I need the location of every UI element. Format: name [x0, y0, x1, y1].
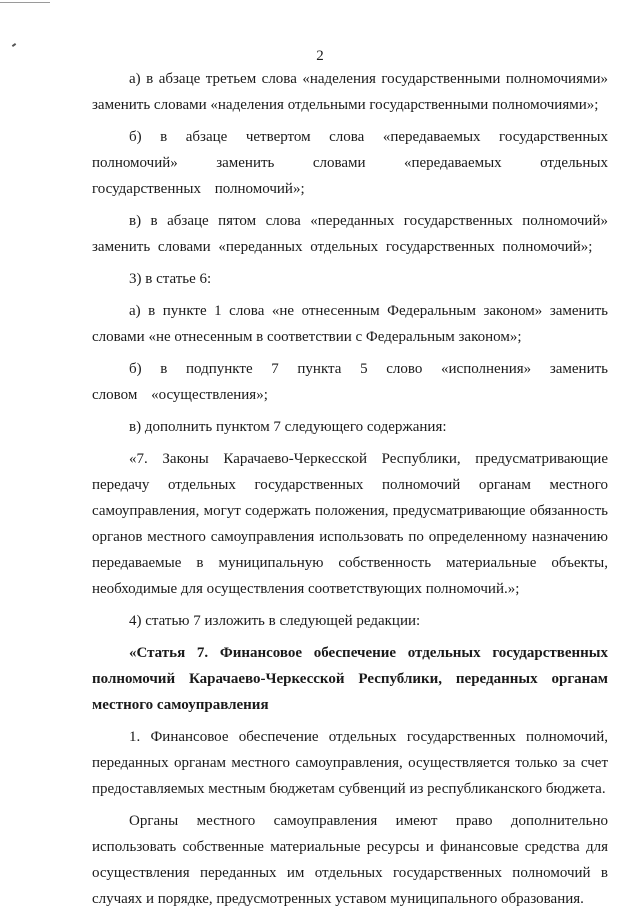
paragraph-amendment-v-fifth: в) в абзаце пятом слова «переданных государственных полномочий» заменить словами «переданных отдельных государственных полномочий»; [92, 213, 608, 255]
scan-edge-line [0, 2, 50, 3]
paragraph-article-6: 3) в статье 6: [129, 271, 212, 287]
paragraph-article-6-b: б) в подпункте 7 пункта 5 слово «исполнения» заменить словом «осуществления»; [92, 361, 608, 403]
article-7-heading: «Статья 7. Финансовое обеспечение отдельных государственных полномочий Карачаево-Черкесской Республики, переданных органам местного самоуправления [92, 645, 608, 713]
paragraph-point-7: «7. Законы Карачаево-Черкесской Республики, предусматривающие передачу отдельных государственных полномочий органам местного самоуправления, могут содержать положения, предусматривающие обязанность органов местного самоуправления использовать по определенному назначению передаваемые в муниципальную собственность материальные объекты, необходимые для осуществления соответствующих полномочий.»; [92, 451, 608, 597]
paragraph-article-7-organs: Органы местного самоуправления имеют право дополнительно использовать собственные материальные ресурсы и финансовые средства для осуществления переданных им отдельных государственных полномочий в случаях и порядке, предусмотренных уставом муниципального образования. [92, 813, 608, 907]
paragraph-amendment-b-fourth: б) в абзаце четвертом слова «передаваемых государственных полномочий» заменить словами «передаваемых отдельных государственных полномочий»; [92, 129, 608, 197]
paragraph-article-7-intro: 4) статью 7 изложить в следующей редакции: [129, 613, 421, 629]
document-body [92, 66, 608, 918]
paragraph-article-6-a: а) в пункте 1 слова «не отнесенным Федеральным законом» заменить словами «не отнесенным в соответствии с Федеральным законом»; [92, 303, 608, 345]
paragraph-article-7-point-1: 1. Финансовое обеспечение отдельных государственных полномочий, переданных органам местного самоуправления, осуществляется только за счет предоставляемых местным бюджетам субвенций из республиканского бюджета. [92, 729, 608, 797]
paragraph-article-6-v: в) дополнить пунктом 7 следующего содержания: [129, 419, 447, 435]
page-number: 2 [316, 48, 324, 64]
paragraph-amendment-a-third: а) в абзаце третьем слова «наделения государственными полномочиями» заменить словами «наделения отдельными государственными полномочиями»; [92, 71, 608, 113]
